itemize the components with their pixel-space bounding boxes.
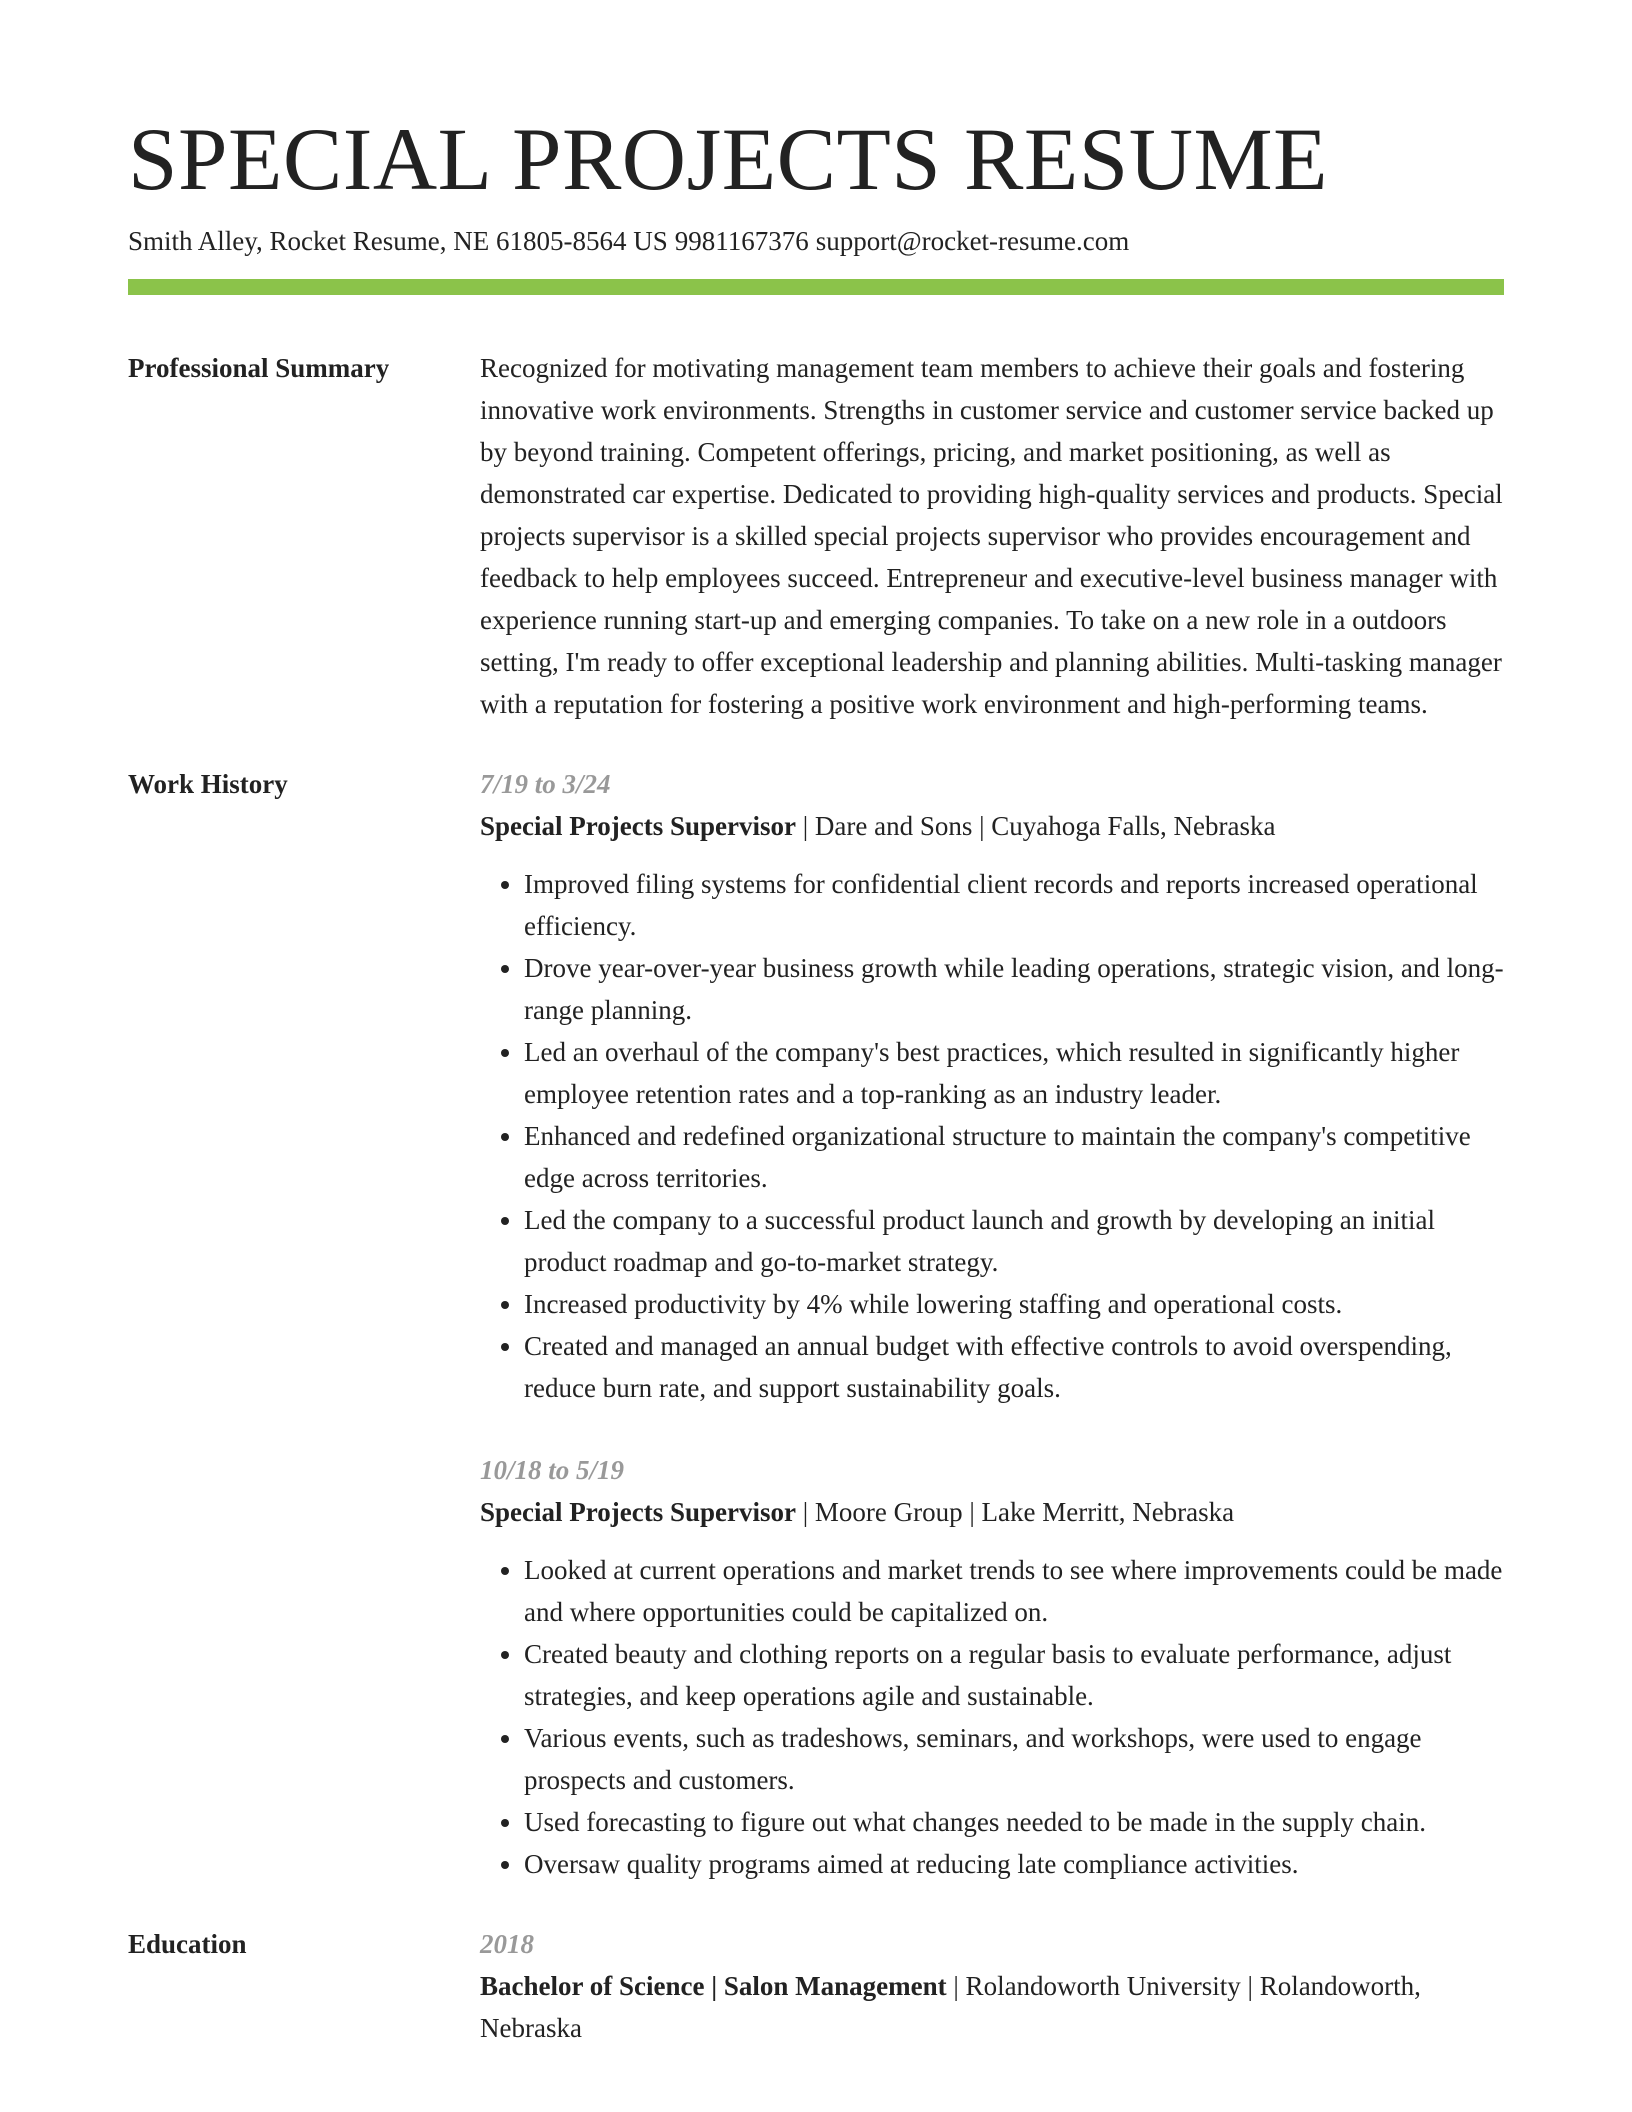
summary-section-label: Professional Summary [128,352,390,383]
job-bullet: • Used forecasting to figure out what changes needed to be made in the supply chain. [524,1801,1504,1843]
job-bullet: • Led the company to a successful product launch and growth by developing an initial product roadmap and go-to-market strategy. [524,1199,1504,1283]
job-heading [480,1491,1504,1533]
job-bullet: • Led an overhaul of the company's best practices, which resulted in significantly higher employee retention rates and a top-ranking as an industry leader. [524,1031,1504,1115]
summary-body [480,347,1504,725]
job-dates: 10/18 to 5/19 [480,1454,625,1485]
education-section [128,1923,1504,2049]
summary-section [128,347,1504,725]
contact-email: support@rocket-resume.com [815,225,1130,256]
job-bullet: • Created beauty and clothing reports on a regular basis to evaluate performance, adjust strategies, and keep operations agile and sustainable. [524,1633,1504,1717]
job-bullet: • Drove year-over-year business growth while leading operations, strategic vision, and long-range planning. [524,947,1504,1031]
job-details: | Dare and Sons | Cuyahoga Falls, Nebraska [795,810,1276,841]
resume-page [128,112,1504,2049]
resume-title: SPECIAL PROJECTS RESUME [128,111,1329,209]
job-bullet: • Increased productivity by 4% while lowering staffing and operational costs. [524,1283,1504,1325]
job-details: | Moore Group | Lake Merritt, Nebraska [795,1496,1235,1527]
work-history-body [480,763,1504,1885]
job-entry [480,763,1504,1409]
job-bullet: • Created and managed an annual budget with effective controls to avoid overspending, reduce burn rate, and support sustainability goals. [524,1325,1504,1409]
education-heading [480,1965,1504,2049]
education-body [480,1923,1504,2049]
summary-text: Recognized for motivating management team members to achieve their goals and fostering innovative work environments. Strengths in customer service and customer service backed up by beyond training. Competent offerings, pricing, and market positioning, as well as demonstrated car expertise. Dedicated to providing high-quality services and products. Special projects supervisor is a skilled special projects supervisor who provides encouragement and feedback to help employees succeed. Entrepreneur and executive-level business manager with experience running start-up and emerging companies. To take on a new role in a outdoors setting, I'm ready to offer exceptional leadership and planning abilities. Multi-tasking manager with a reputation for fostering a positive work environment and high-performing teams. [480,352,1503,719]
contact-address: Smith Alley, Rocket Resume, NE 61805-8564 US [128,225,668,256]
job-entry [480,1449,1504,1885]
accent-divider [128,279,1504,295]
job-bullet-list [480,863,1504,1409]
job-bullet: • Various events, such as tradeshows, seminars, and workshops, were used to engage prospects and customers. [524,1717,1504,1801]
job-title: Special Projects Supervisor [480,1496,796,1527]
work-history-section [128,763,1504,1885]
job-title: Special Projects Supervisor [480,810,796,841]
work-history-section-label: Work History [128,768,288,799]
education-degree: Bachelor of Science | Salon Management [480,1970,947,2001]
education-section-label: Education [128,1928,247,1959]
job-bullet: • Improved filing systems for confidential client records and reports increased operational efficiency. [524,863,1504,947]
job-bullet: • Oversaw quality programs aimed at reducing late compliance activities. [524,1843,1504,1885]
job-bullet: • Looked at current operations and market trends to see where improvements could be made and where opportunities could be capitalized on. [524,1549,1504,1633]
education-details: | Rolandoworth University | Rolandoworth, Nebraska [480,1970,1421,2043]
contact-line [128,224,1504,259]
job-heading [480,805,1504,847]
job-bullet-list [480,1549,1504,1885]
contact-phone: 9981167376 [674,225,809,256]
job-bullet: • Enhanced and redefined organizational structure to maintain the company's competitive edge across territories. [524,1115,1504,1199]
job-dates: 7/19 to 3/24 [480,768,611,799]
education-year: 2018 [480,1928,534,1959]
